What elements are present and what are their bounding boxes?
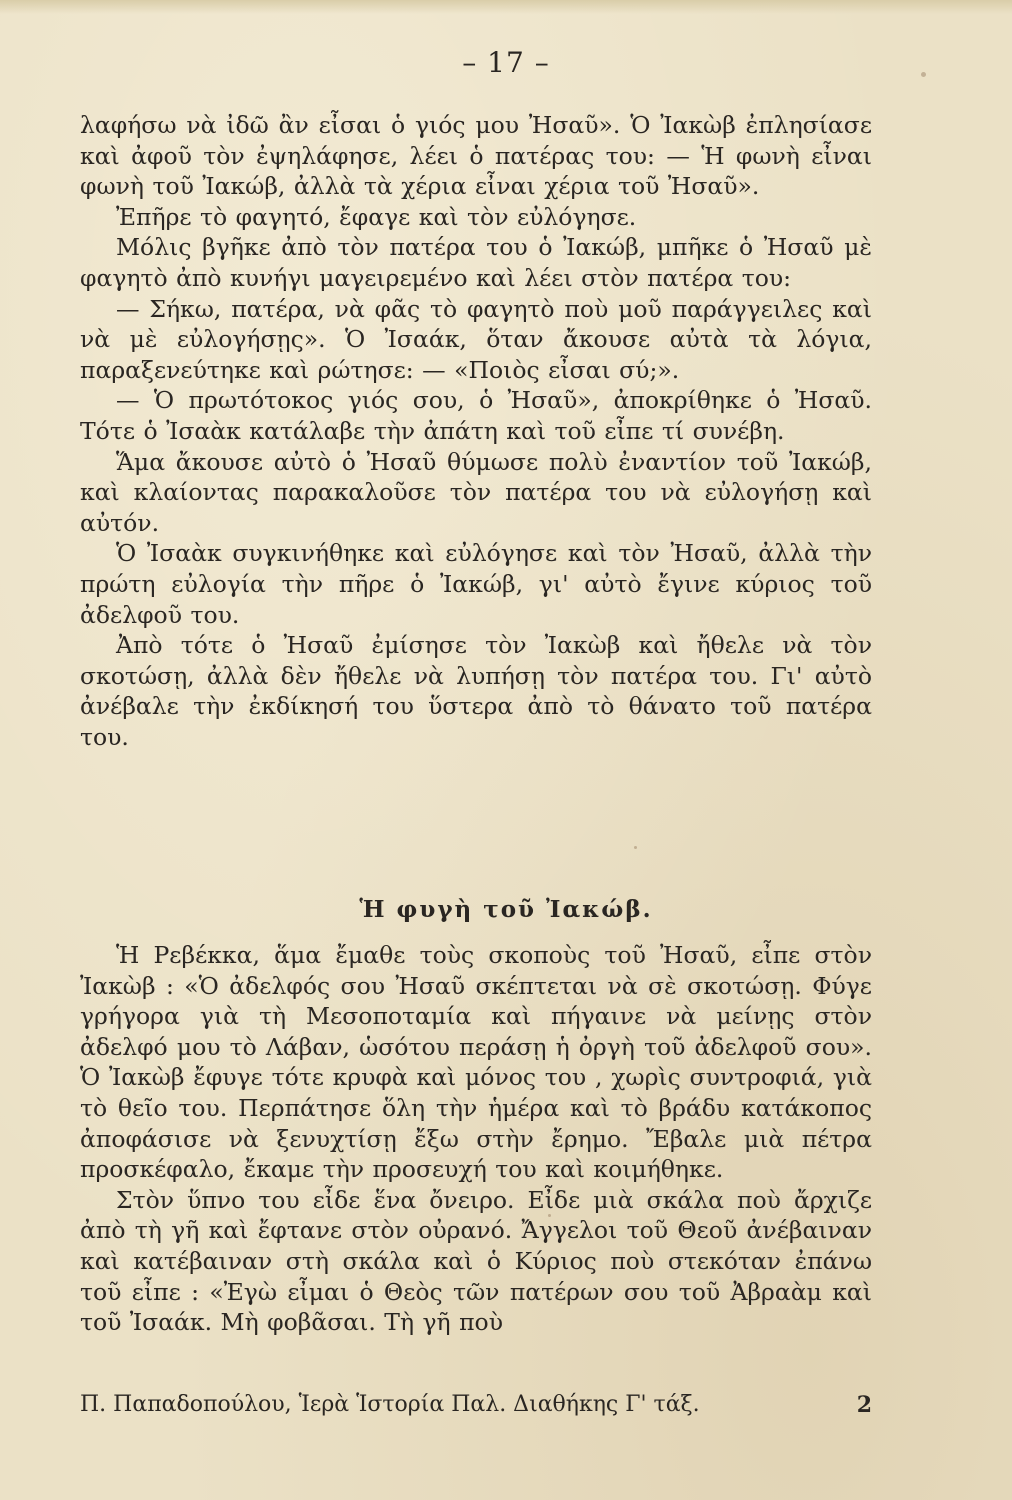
paragraph: — Σήκω, πατέρα, νὰ φᾶς τὸ φαγητὸ ποὺ μοῦ παράγγειλες καὶ νὰ μὲ εὐλογήσῃς». Ὁ Ἰσαάκ, ὅταν ἄκουσε αὐτὰ τὰ λόγια, παραξενεύτηκε καὶ ρώτησε: — «Ποιὸς εἶσαι σύ;». [80,294,872,384]
paragraph: Ὁ Ἰσαὰκ συγκινήθηκε καὶ εὐλόγησε καὶ τὸν Ἠσαῦ, ἀλλὰ τὴν πρώτη εὐλογία τὴν πῆρε ὁ Ἰακώβ, γι' αὐτὸ ἔγινε κύριος τοῦ ἀδελφοῦ του. [80,539,872,629]
page-top-edge [0,0,1012,14]
paragraph: Μόλις βγῆκε ἀπὸ τὸν πατέρα του ὁ Ἰακώβ, μπῆκε ὁ Ἠσαῦ μὲ φαγητὸ ἀπὸ κυνήγι μαγειρεμένο καὶ λέει στὸν πατέρα του: [80,233,872,292]
paragraph: Ἅμα ἄκουσε αὐτὸ ὁ Ἠσαῦ θύμωσε πολὺ ἐναντίον τοῦ Ἰακώβ, καὶ κλαίοντας παρακαλοῦσε τὸν πατέρα του νὰ εὐλογήσῃ καὶ αὐτόν. [80,447,872,537]
main-text-block [80,110,872,752]
paragraph: Στὸν ὕπνο του εἶδε ἕνα ὄνειρο. Εἶδε μιὰ σκάλα ποὺ ἄρχιζε ἀπὸ τὴ γῆ καὶ ἔφτανε στὸν οὐρανό. Ἄγγελοι τοῦ Θεοῦ ἀνέβαιναν καὶ κατέβαιναν στὴ σκάλα καὶ ὁ Κύριος ποὺ στεκόταν ἐπάνω τοῦ εἶπε : «Ἐγὼ εἶμαι ὁ Θεὸς τῶν πατέρων σου τοῦ Ἀβραὰμ καὶ τοῦ Ἰσαάκ. Μὴ φοβᾶσαι. Τὴ γῆ ποὺ [80,1185,872,1337]
paragraph: — Ὁ πρωτότοκος γιός σου, ὁ Ἠσαῦ», ἀποκρίθηκε ὁ Ἠσαῦ. Τότε ὁ Ἰσαὰκ κατάλαβε τὴν ἀπάτη καὶ τοῦ εἶπε τί συνέβη. [80,386,872,445]
paper-speck [548,1214,551,1217]
section-text-block [80,940,872,1338]
page-number: – 17 – [462,46,550,79]
paragraph: Ἐπῆρε τὸ φαγητό, ἔφαγε καὶ τὸν εὐλόγησε. [116,202,637,231]
sheet-number: 2 [856,1392,872,1418]
paper-speck [921,72,926,77]
paragraph: λαφήσω νὰ ἰδῶ ἂν εἶσαι ὁ γιός μου Ἠσαῦ». Ὁ Ἰακὼβ ἐπλησίασε καὶ ἀφοῦ τὸν ἐψηλάφησε, λέει ὁ πατέρας του: — Ἡ φωνὴ εἶναι φωνὴ τοῦ Ἰακώβ, ἀλλὰ τὰ χέρια εἶναι χέρια τοῦ Ἠσαῦ». [80,111,872,201]
paragraph: Ἡ Ρεβέκκα, ἅμα ἔμαθε τοὺς σκοποὺς τοῦ Ἠσαῦ, εἶπε στὸν Ἰακὼβ : «Ὁ ἀδελφός σου Ἠσαῦ σκέπτεται νὰ σὲ σκοτώσῃ. Φύγε γρήγορα γιὰ τὴ Μεσοποταμία καὶ πήγαινε νὰ μείνῃς στὸν ἀδελφό μου τὸ Λάβαν, ὡσότου περάσῃ ἡ ὀργὴ τοῦ ἀδελφοῦ σου». Ὁ Ἰακὼβ ἔφυγε τότε κρυφὰ καὶ μόνος του , χωρὶς συντροφιά, γιὰ τὸ θεῖο του. Περπάτησε ὅλη τὴν ἡμέρα καὶ τὸ βράδυ κατάκοπος ἀποφάσισε νὰ ξενυχτίσῃ ἔξω στὴν ἔρημο. Ἔβαλε μιὰ πέτρα προσκέφαλο, ἔκαμε τὴν προσευχή του καὶ κοιμήθηκε. [80,941,872,1184]
paragraph: Ἀπὸ τότε ὁ Ἠσαῦ ἐμίσησε τὸν Ἰακὼβ καὶ ἤθελε νὰ τὸν σκοτώσῃ, ἀλλὰ δὲν ἤθελε νὰ λυπήσῃ τὸν πατέρα του. Γι' αὐτὸ ἀνέβαλε τὴν ἐκδίκησή του ὕστερα ἀπὸ τὸ θάνατο τοῦ πατέρα του. [80,631,872,751]
footer-credit: Π. Παπαδοπούλου, Ἱερὰ Ἱστορία Παλ. Διαθήκης Γ' τάξ. [80,1392,700,1417]
paper-speck [634,846,637,849]
section-heading: Ἡ φυγὴ τοῦ Ἰακώβ. [359,896,653,923]
